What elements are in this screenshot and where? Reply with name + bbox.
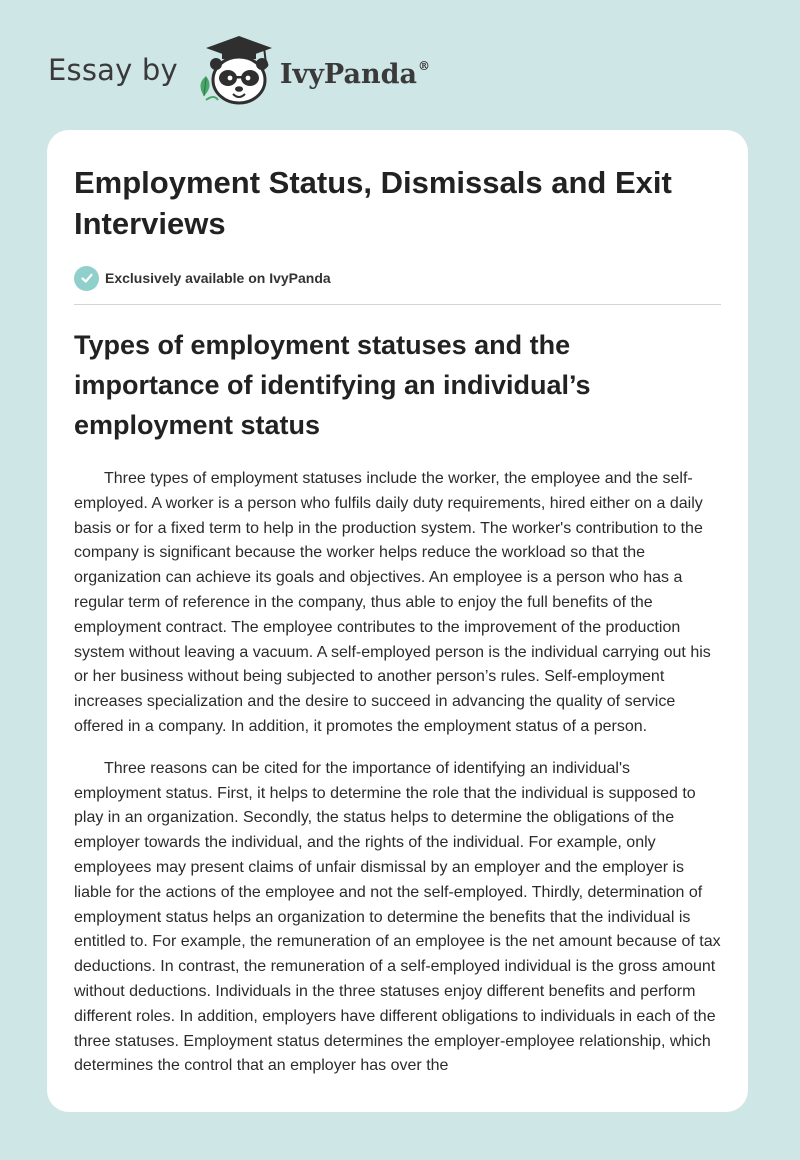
paragraph: Three reasons can be cited for the importance of identifying an individual's employment status. First, it helps to determine the role that the individual is supposed to play in an organization. Secondly, the status helps to determine the obligations of the employer towards the individual, and the rights of the individual. For example, only employees may present claims of unfair dismissal by an employer and the employer is liable for the actions of the employee and not the self-employed. Thirdly, determination of employment status helps an organization to determine the benefits that the individual is entitled to. For example, the remuneration of an employee is the net amount because of tax deductions. In contrast, the remuneration of a self-employed individual is the gross amount without deductions. Individuals in the three statuses enjoy different benefits and perform different roles. In addition, employers have different obligations to individuals in each of the three statuses. Employment status determines the employer-employee relationship, which determines the control that an employer has over the: [74, 759, 721, 1075]
essay-title: Employment Status, Dismissals and Exit Interviews: [74, 165, 672, 241]
exclusive-badge-label: Exclusively available on IvyPanda: [105, 270, 331, 286]
brand-prefix: Essay by: [48, 53, 178, 87]
paragraph: Three types of employment statuses include the worker, the employee and the self-employed. A worker is a person who fulfils daily duty requirements, hired either on a daily basis or for a fixed term to help in the production system. The worker's contribution to the company is significant because the worker helps reduce the workload so that the organization can achieve its goals and objectives. An employee is a person who has a regular term of reference in the company, thus able to enjoy the full benefits of the employment contract. The employee contributes to the improvement of the production system without leaving a vacuum. A self-employed person is the individual carrying out his or her business without being subjected to another person’s rules. Self-employment increases specialization and the desire to succeed in advancing the quality of service offered in a company. In addition, it promotes the employment status of a person.: [74, 470, 711, 735]
section-heading: Types of employment statuses and the importance of identifying an individual’s employment status: [74, 330, 591, 440]
panda-logo-icon[interactable]: [192, 34, 284, 108]
registered-mark: ®: [417, 58, 430, 73]
brand-header: [48, 34, 430, 108]
check-circle-icon: [74, 266, 99, 291]
brand-name[interactable]: IvyPanda®: [279, 58, 430, 90]
exclusive-badge: [74, 264, 721, 292]
essay-card: [47, 130, 748, 1112]
divider: [74, 304, 721, 305]
